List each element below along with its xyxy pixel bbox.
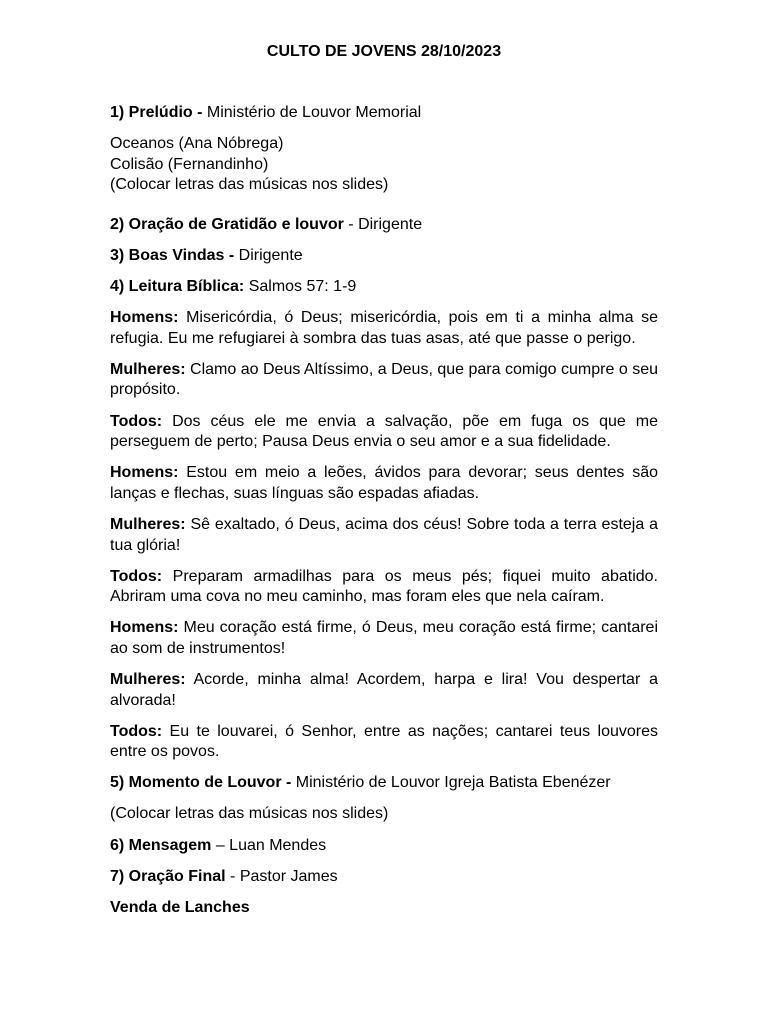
- verse-text: Clamo ao Deus Altíssimo, a Deus, que para comigo cumpre o seu propósito.: [110, 360, 658, 399]
- reading-verse: [110, 360, 658, 401]
- worship-note: (Colocar letras das músicas nos slides): [110, 805, 389, 823]
- item-message: [110, 836, 658, 857]
- reading-verse: [110, 618, 658, 659]
- verse-text: Preparam armadilhas para os meus pés; fiquei muito abatido. Abriram uma cova no meu caminho, mas foram eles que nela caíram.: [110, 567, 658, 606]
- item-label: 5) Momento de Louvor -: [110, 774, 292, 792]
- speaker-label: Homens:: [110, 464, 179, 482]
- item-text: Salmos 57: 1-9: [244, 278, 357, 296]
- speaker-label: Todos:: [110, 567, 163, 585]
- speaker-label: Homens:: [110, 619, 179, 637]
- item-text: – Luan Mendes: [211, 836, 327, 854]
- speaker-label: Homens:: [110, 309, 179, 327]
- prelude-songs: [110, 134, 658, 196]
- item-final-prayer: [110, 867, 658, 888]
- reading-verse: [110, 722, 658, 763]
- speaker-label: Todos:: [110, 412, 163, 430]
- reading-verse: [110, 567, 658, 608]
- item-worship: [110, 773, 658, 794]
- item-prelude: [110, 103, 658, 124]
- reading-verse: [110, 670, 658, 711]
- item-text: - Dirigente: [343, 215, 423, 233]
- item-label: 2) Oração de Gratidão e louvor: [110, 215, 344, 233]
- speaker-label: Todos:: [110, 722, 163, 740]
- verse-text: Sê exaltado, ó Deus, acima dos céus! Sobre toda a terra esteja a tua glória!: [110, 515, 658, 554]
- item-label: 6) Mensagem: [110, 836, 212, 854]
- speaker-label: Mulheres:: [110, 360, 186, 378]
- verse-text: Eu te louvarei, ó Senhor, entre as nações; cantarei teus louvores entre os povos.: [110, 722, 658, 761]
- item-text: Ministério de Louvor Igreja Batista Ebenézer: [291, 774, 611, 792]
- item-welcome: [110, 246, 658, 267]
- slides-note: (Colocar letras das músicas nos slides): [110, 176, 389, 194]
- verse-text: Meu coração está firme, ó Deus, meu coração está firme; cantarei ao som de instrumentos!: [110, 619, 658, 657]
- verse-text: Dos céus ele me envia a salvação, põe em fuga os que me perseguem de perto; Pausa Deus envia o seu amor e a sua fidelidade.: [110, 412, 658, 451]
- reading-verse: [110, 515, 658, 556]
- song-line: Colisão (Fernandinho): [110, 155, 269, 173]
- item-label: 1) Prelúdio -: [110, 104, 203, 121]
- verse-text: Acorde, minha alma! Acordem, harpa e lira! Vou despertar a alvorada!: [110, 670, 658, 709]
- song-line: Oceanos (Ana Nóbrega): [110, 135, 284, 153]
- item-text: Dirigente: [234, 246, 303, 264]
- document-title: CULTO DE JOVENS 28/10/2023: [266, 43, 502, 60]
- closing-text: Venda de Lanches: [110, 898, 250, 916]
- item-label: 3) Boas Vindas -: [110, 246, 235, 264]
- item-reading: [110, 277, 658, 298]
- item-label: 7) Oração Final: [110, 867, 226, 885]
- verse-text: Misericórdia, ó Deus; misericórdia, pois em ti a minha alma se refugia. Eu me refugiarei à sombra das tuas asas, até que passe o perigo.: [110, 309, 658, 347]
- item-prayer: [110, 215, 658, 236]
- speaker-label: Mulheres:: [110, 670, 186, 688]
- closing-line: [110, 898, 658, 919]
- speaker-label: Mulheres:: [110, 515, 186, 533]
- item-text: - Pastor James: [225, 867, 338, 885]
- document-body: [110, 103, 658, 929]
- reading-verse: [110, 463, 658, 504]
- item-label: 4) Leitura Bíblica:: [110, 278, 245, 296]
- reading-verse: [110, 412, 658, 453]
- reading-verse: [110, 308, 658, 349]
- item-text: Ministério de Louvor Memorial: [202, 104, 422, 121]
- verse-text: Estou em meio a leões, ávidos para devorar; seus dentes são lanças e flechas, suas línguas são espadas afiadas.: [110, 464, 658, 502]
